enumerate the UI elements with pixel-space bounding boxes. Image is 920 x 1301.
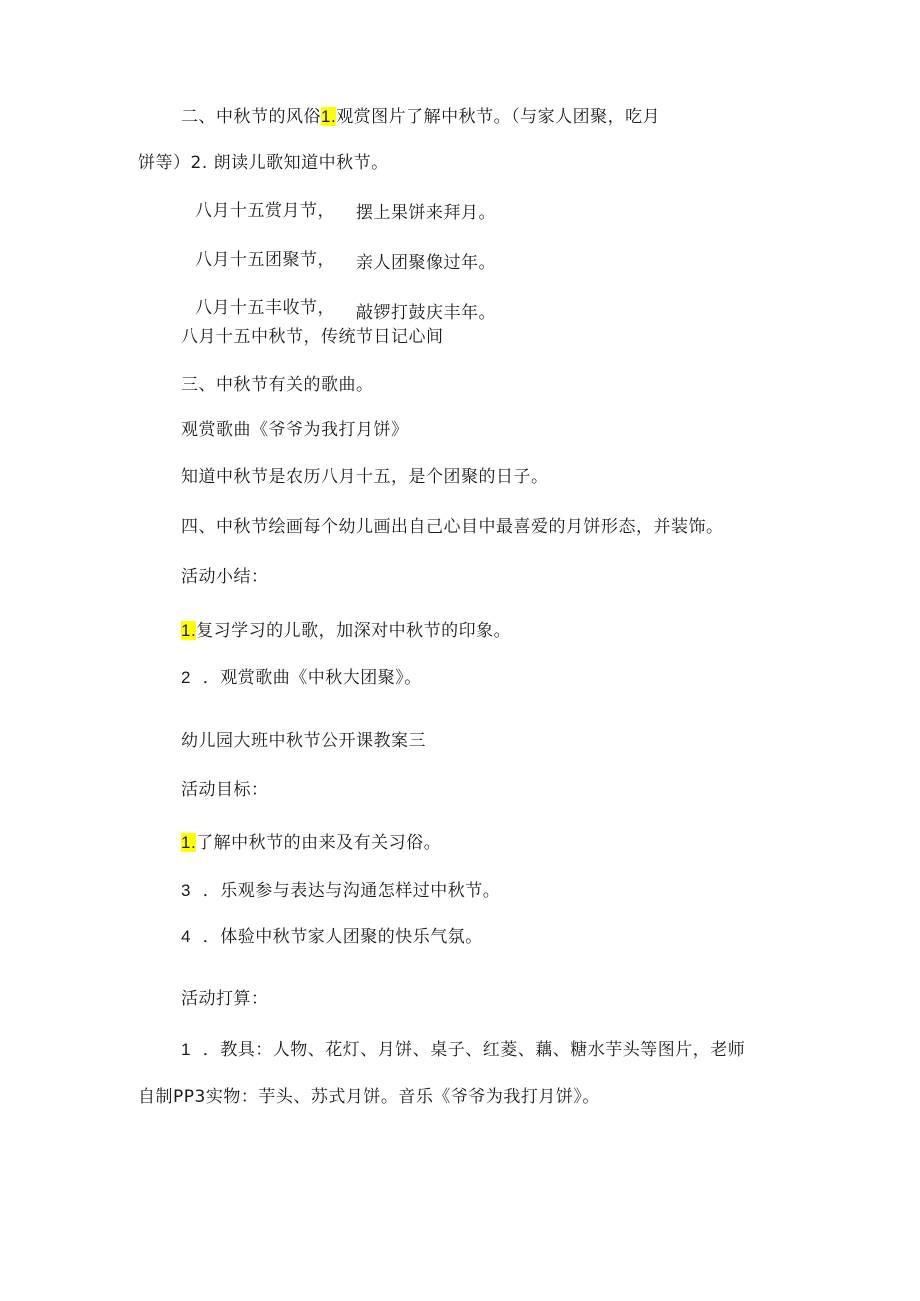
text: 了解中秋节的由来及有关习俗。 bbox=[196, 833, 442, 853]
text: 二、中秋节的风俗 bbox=[181, 107, 321, 127]
summary-item-2 bbox=[181, 666, 422, 690]
goal-item-3 bbox=[181, 879, 500, 903]
prep-item-1-continuation: 自制PP3实物：芋头、苏式月饼。音乐《爷爷为我打月饼》。 bbox=[138, 1087, 600, 1107]
prep-title: 活动打算： bbox=[181, 989, 269, 1009]
poem-line-2-left: 八月十五团聚节， bbox=[195, 250, 335, 270]
section-2-continuation: 饼等）2. 朗读儿歌知道中秋节。 bbox=[138, 153, 389, 173]
section-3-song: 观赏歌曲《爷爷为我打月饼》 bbox=[181, 420, 409, 440]
section-4-heading: 四、中秋节绘画每个幼儿画出自己心目中最喜爱的月饼形态，并装饰。 bbox=[181, 517, 724, 537]
summary-item-1 bbox=[181, 619, 511, 643]
poem-last-line: 八月十五中秋节，传统节日记心间 bbox=[181, 327, 444, 347]
text: ．教具：人物、花灯、月饼、桌子、红菱、藕、糖水芋头等图片，老师 bbox=[202, 1040, 746, 1060]
item-number: 2 bbox=[181, 668, 191, 687]
item-number: 1 bbox=[181, 1040, 191, 1059]
section-3-know: 知道中秋节是农历八月十五，是个团聚的日子。 bbox=[181, 467, 549, 487]
goal-item-1 bbox=[181, 831, 441, 855]
poem-line-3-right: 敲锣打鼓庆丰年。 bbox=[356, 303, 496, 323]
goal-title: 活动目标： bbox=[181, 780, 269, 800]
text: 复习学习的儿歌，加深对中秋节的印象。 bbox=[196, 621, 512, 641]
item-number: 4 bbox=[181, 927, 191, 946]
highlighted-number: 1. bbox=[181, 621, 197, 640]
text: 观赏图片了解中秋节。（与家人团聚，吃月 bbox=[336, 107, 661, 127]
summary-title: 活动小结： bbox=[181, 567, 269, 587]
section-3-heading: 三、中秋节有关的歌曲。 bbox=[181, 375, 374, 395]
plan-3-title: 幼儿园大班中秋节公开课教案三 bbox=[181, 731, 426, 751]
highlighted-number: 1. bbox=[321, 107, 337, 126]
prep-item-1 bbox=[181, 1038, 745, 1062]
poem-line-1-right: 摆上果饼来拜月。 bbox=[356, 203, 496, 223]
goal-item-4 bbox=[181, 925, 483, 949]
text: ．体验中秋节家人团聚的快乐气氛。 bbox=[202, 927, 483, 947]
item-number: 3 bbox=[181, 881, 191, 900]
poem-line-1-left: 八月十五赏月节， bbox=[195, 201, 335, 221]
section-2-heading bbox=[181, 105, 660, 129]
highlighted-number: 1. bbox=[181, 833, 197, 852]
poem-line-2-right: 亲人团聚像过年。 bbox=[356, 253, 496, 273]
poem-line-3-left: 八月十五丰收节， bbox=[195, 298, 335, 318]
text: ．乐观参与表达与沟通怎样过中秋节。 bbox=[202, 881, 501, 901]
text: ．观赏歌曲《中秋大团聚》。 bbox=[202, 668, 422, 688]
